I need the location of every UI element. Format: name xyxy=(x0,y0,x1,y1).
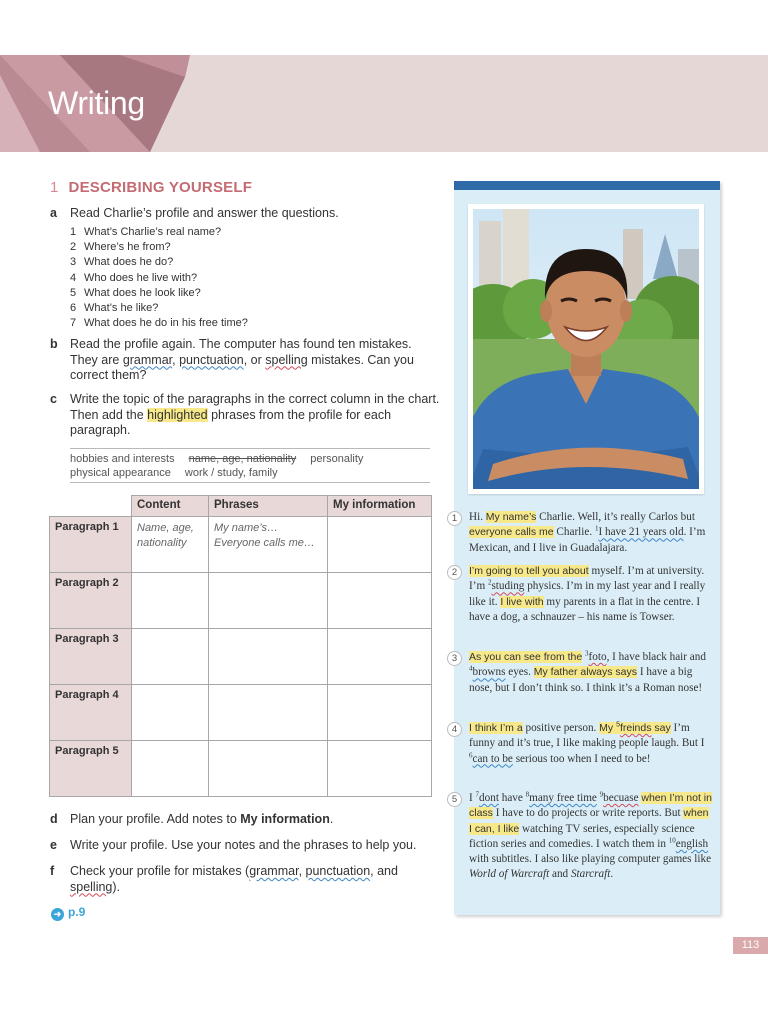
my-information-cell[interactable] xyxy=(328,517,432,573)
question-item: 5 What does he look like? xyxy=(70,286,201,299)
item-b-text: Read the profile again. The computer has found ten mistakes. They are grammar, punctuation, or spelling mistakes. Can you correct them? xyxy=(70,337,414,382)
row-label: Paragraph 4 xyxy=(50,685,132,741)
table-row xyxy=(50,573,432,629)
topic-option: work / study, family xyxy=(184,467,278,479)
question-list xyxy=(70,225,248,331)
table-row xyxy=(50,517,432,573)
my-information-cell[interactable] xyxy=(328,741,432,797)
content-cell[interactable] xyxy=(132,573,209,629)
section-title: DESCRIBING YOURSELF xyxy=(68,179,253,196)
profile-photo xyxy=(468,204,704,494)
man-portrait-image xyxy=(473,209,699,489)
chart-header-phrases: Phrases xyxy=(209,496,328,517)
phrases-cell[interactable] xyxy=(209,573,328,629)
item-a-letter: a xyxy=(50,206,57,220)
question-item: 7 What does he do in his free time? xyxy=(70,317,248,330)
row-label: Paragraph 5 xyxy=(50,741,132,797)
arrow-right-icon: ➜ xyxy=(51,908,64,921)
chart-corner xyxy=(50,496,132,517)
page-number: 113 xyxy=(733,937,768,954)
content-cell: Name, age, nationality xyxy=(132,517,209,573)
question-item: 4 Who does he live with? xyxy=(70,271,198,284)
profile-paragraph-3: As you can see from the $^3$foto, I have black hair and $^4$browns eyes. My father always says I have a big nose, but I don’t think so. I think it’s a Roman nose! xyxy=(469,649,706,694)
my-information-cell[interactable] xyxy=(328,573,432,629)
highlighted-word: highlighted xyxy=(147,407,208,422)
profile-paragraph-2: I’m going to tell you about myself. I’m at university. I’m $^2$studing physics. I’m in my last year and I really like it. I live with my parents in a flat in the centre. I have a dog, a schnauzer – his name is Towser. xyxy=(469,565,706,623)
my-information-cell[interactable] xyxy=(328,685,432,741)
section-heading xyxy=(50,179,252,196)
table-row xyxy=(50,685,432,741)
question-item: 3 What does he do? xyxy=(70,256,174,269)
phrases-cell[interactable] xyxy=(209,741,328,797)
item-d-text: Plan your profile. Add notes to My information. xyxy=(70,812,334,826)
chart-header-content: Content xyxy=(132,496,209,517)
punctuation-word: punctuation xyxy=(179,352,244,367)
paragraph-number: 2 xyxy=(447,565,462,580)
question-item: 6 What’s he like? xyxy=(70,302,159,315)
row-label: Paragraph 2 xyxy=(50,573,132,629)
phrases-cell[interactable] xyxy=(209,685,328,741)
item-e-letter: e xyxy=(50,838,57,852)
item-f-letter: f xyxy=(50,864,55,878)
profile-paragraph-4: I think I’m a positive person. My $^5$freinds say I’m funny and it’s true, I like making people laugh. But I $^6$can to be serious too when I need to be! xyxy=(469,721,705,765)
content-cell[interactable] xyxy=(132,741,209,797)
spelling-word: spelling xyxy=(265,352,308,367)
table-row xyxy=(50,629,432,685)
topic-option-used: name, age, nationality xyxy=(188,453,297,465)
paragraph-number: 4 xyxy=(447,722,462,737)
section-number: 1 xyxy=(50,179,59,196)
item-f-text: Check your profile for mistakes (grammar, punctuation, and spelling). xyxy=(70,864,398,894)
topic-options xyxy=(70,448,430,483)
chart-header-my-information: My information xyxy=(328,496,432,517)
paragraph-chart xyxy=(49,495,432,797)
phrases-cell: My name’s… Everyone calls me… xyxy=(209,517,328,573)
item-c-text: Write the topic of the paragraphs in the correct column in the chart. Then add the highlighted phrases from the profile for each paragraph. xyxy=(70,392,440,437)
grammar-word: grammar xyxy=(122,352,173,367)
topic-option: personality xyxy=(310,453,364,465)
item-e-text: Write your profile. Use your notes and the phrases to help you. xyxy=(70,838,417,852)
item-c-letter: c xyxy=(50,392,57,406)
item-a-text: Read Charlie’s profile and answer the questions. xyxy=(70,206,339,220)
header-banner xyxy=(0,55,768,152)
topic-option: physical appearance xyxy=(70,467,171,479)
item-b-letter: b xyxy=(50,337,58,351)
table-row xyxy=(50,741,432,797)
paragraph-number: 1 xyxy=(447,511,462,526)
paragraph-number: 3 xyxy=(447,651,462,666)
row-label: Paragraph 1 xyxy=(50,517,132,573)
item-d-letter: d xyxy=(50,812,58,826)
row-label: Paragraph 3 xyxy=(50,629,132,685)
question-item: 2 Where’s he from? xyxy=(70,241,171,254)
profile-paragraph-1: Hi. My name’s Charlie. Well, it’s really Carlos but everyone calls me Charlie. $^1$I have 21 years old. I’m Mexican, and I live in Guadalajara. xyxy=(469,511,706,554)
phrases-cell[interactable] xyxy=(209,629,328,685)
page-reference-link[interactable]: ➜ p.9 xyxy=(51,905,85,921)
content-cell[interactable] xyxy=(132,685,209,741)
my-information-cell[interactable] xyxy=(328,629,432,685)
content-cell[interactable] xyxy=(132,629,209,685)
paragraph-number: 5 xyxy=(447,792,462,807)
question-item: 1 What’s Charlie’s real name? xyxy=(70,226,222,238)
topic-option: hobbies and interests xyxy=(70,453,175,465)
page-title: Writing xyxy=(48,85,145,121)
profile-paragraph-5: I $^7$dont have $^8$many free time $^9$becuase when I’m not in class I have to do projects or write reports. But when I can, I like watching TV series, especially science fiction series and comedies. I watch them in $^{10}$english with subtitles. I also like playing computer games like World of Warcraft and Starcraft. xyxy=(469,790,712,881)
